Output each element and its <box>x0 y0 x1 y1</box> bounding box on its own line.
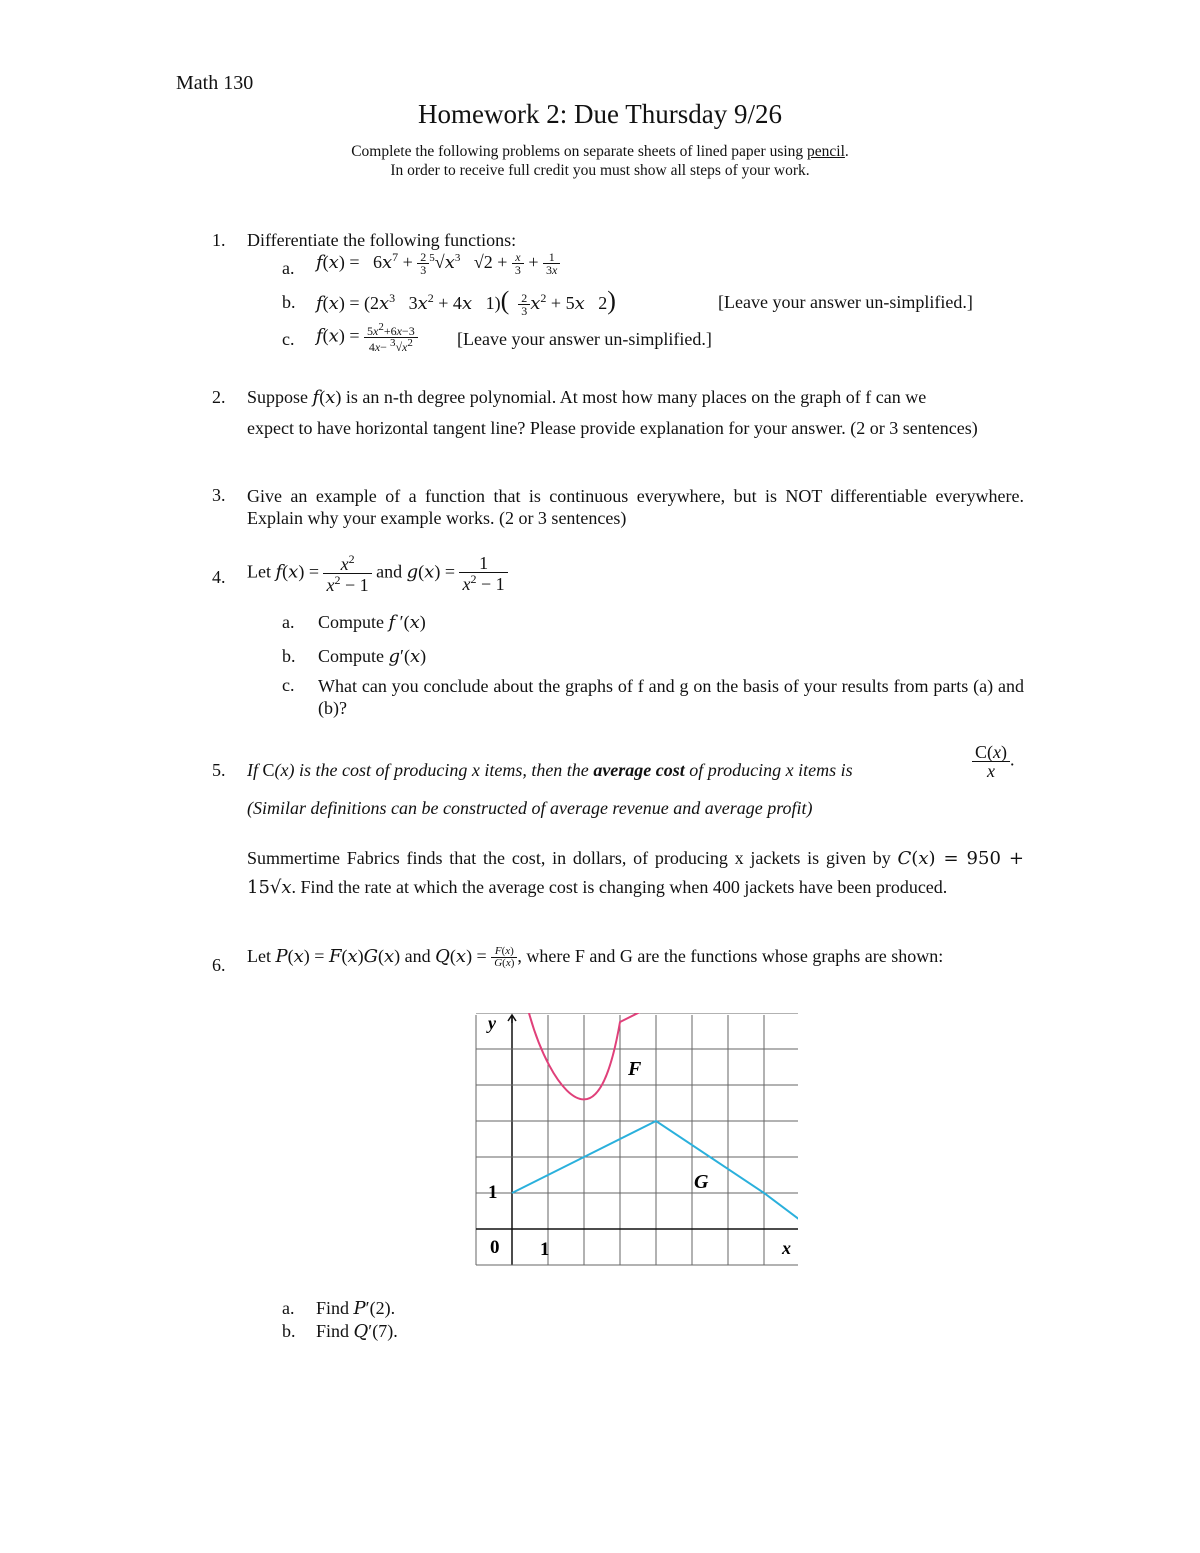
problem-5-line1: If C(x) is the cost of producing x items, then the average cost of producing x items is <box>247 760 853 780</box>
problem-4c-text: What can you conclude about the graphs of f and g on the basis of your results from parts (a) and (b)? <box>318 676 1024 718</box>
problem-3-text: Give an example of a function that is continuous everywhere, but is NOT differentiable everywhere. Explain why your example works. (2 or 3 sentences) <box>247 486 1024 528</box>
problem-6b-label: b. <box>282 1321 296 1341</box>
y-axis-label: y <box>488 1013 496 1033</box>
problem-1c-label: c. <box>282 329 295 349</box>
problem-5-paragraph: Summertime Fabrics finds that the cost, in dollars, of producing x jackets is given by C(x) = 950 + 15√x. Find the rate at which the average cost is changing when 400 jackets have been produced. <box>247 848 1024 898</box>
problem-4c-label: c. <box>282 675 295 695</box>
x-tick-1-label: 1 <box>540 1239 550 1260</box>
y-tick-1-label: 1 <box>488 1182 498 1203</box>
problem-6a-text: Find P′(2). <box>316 1298 396 1319</box>
instructions-line1: Complete the following problems on separate sheets of lined paper using pencil. <box>351 143 849 160</box>
problem-1c-formula: f(x) = $\frac{5x^2+6x-3}{4x- ^3√x^2}$ <box>316 322 418 353</box>
x-axis-label: x <box>782 1238 791 1258</box>
course-name: Math 130 <box>176 72 254 94</box>
problem-1-number: 1. <box>212 230 226 250</box>
problem-4b-text: Compute g′(x) <box>318 646 427 667</box>
problem-1-text: Differentiate the following functions: <box>247 230 517 250</box>
origin-label: 0 <box>490 1237 500 1258</box>
pencil-emphasis: pencil <box>807 143 845 160</box>
problem-1b-note: [Leave your answer un-simplified.] <box>718 292 973 312</box>
curve-G <box>512 1121 798 1220</box>
function-graph <box>474 1013 798 1267</box>
problem-6-definition: Let P(x) = F(x)G(x) and Q(x) = $\frac{F(x)}{G(x)}$ , where F and G are the functions whose graphs are shown: <box>247 945 944 970</box>
problem-4-definition: Let f(x) = $\frac{x^2}{x^2 - 1}$ and g(x) = $\frac{1}{x^2 - 1}$ <box>247 553 508 594</box>
label-G: G <box>694 1171 709 1193</box>
page-title: Homework 2: Due Thursday 9/26 <box>418 99 782 129</box>
problem-2-line1: Suppose f(x) is an n-th degree polynomial. At most how many places on the graph of f can we <box>247 387 927 408</box>
instructions-line2: In order to receive full credit you must show all steps of your work. <box>390 162 810 179</box>
problem-4a-text: Compute f ′(x) <box>318 612 426 633</box>
problem-1a-label: a. <box>282 258 295 278</box>
y-axis-arrow-icon <box>508 1015 516 1023</box>
problem-1b-formula: $f(x) = (2x^3$ $3x^2 + 4x$ 1)( $\frac{2}{3}$ $x^2 + 5x$ 2) <box>316 286 616 319</box>
problem-5-avg-fraction: $\frac{C(x)}{x}$ . <box>972 743 1015 780</box>
problem-4b-label: b. <box>282 646 296 666</box>
problem-6a-label: a. <box>282 1298 295 1318</box>
problem-2-line2: expect to have horizontal tangent line? Please provide explanation for your answer. (2 or 3 sentences) <box>247 418 978 438</box>
curve-F <box>521 1013 798 1099</box>
problem-2-number: 2. <box>212 387 226 407</box>
problem-6-number: 6. <box>212 955 226 975</box>
problem-6b-text: Find Q′(7). <box>316 1321 398 1342</box>
problem-3-number: 3. <box>212 485 226 505</box>
problem-1a-formula: $f(x) = 6x^7$ + $\frac{2}{3}$ $^5√x^3$ √2 + $\frac{x}{3}$ + $\frac{1}{3x}$ <box>316 250 560 276</box>
problem-4a-label: a. <box>282 612 295 632</box>
problem-5-line2: (Similar definitions can be constructed of average revenue and average profit) <box>247 798 813 818</box>
problem-4-number: 4. <box>212 567 226 587</box>
graph-grid <box>476 1013 798 1265</box>
label-F: F <box>628 1058 642 1080</box>
problem-5-number: 5. <box>212 760 226 780</box>
problem-1b-label: b. <box>282 292 296 312</box>
problem-1c-note: [Leave your answer un-simplified.] <box>457 329 712 349</box>
